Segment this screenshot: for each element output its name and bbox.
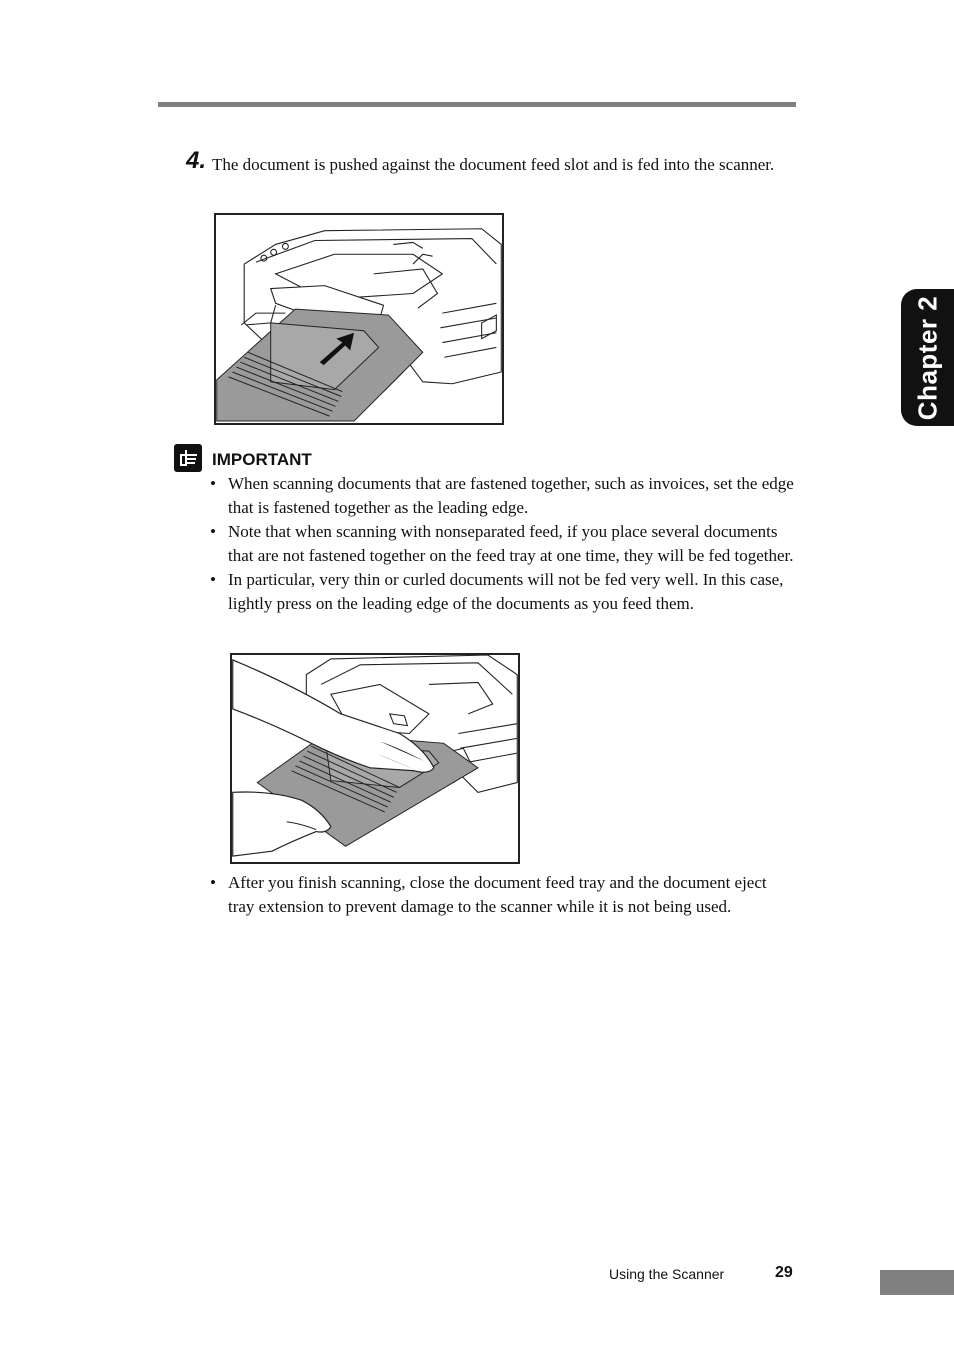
chapter-label: Chapter 2 (912, 295, 942, 420)
bullet-mark: • (210, 474, 216, 493)
page-number: 29 (775, 1264, 793, 1281)
bullet-text: When scanning documents that are fastened together, such as invoices, set the edge that is fastened together as the leading edge. (228, 474, 794, 517)
footer-bar (880, 1270, 954, 1295)
after-list (210, 871, 794, 919)
list-item (210, 568, 794, 616)
list-item (210, 472, 794, 520)
list-item (210, 520, 794, 568)
bullet-text: After you finish scanning, close the document feed tray and the document eject tray extension to prevent damage to the scanner while it is not being used. (228, 873, 767, 916)
step-text: The document is pushed against the document feed slot and is fed into the scanner. (212, 155, 775, 174)
step-number: 4. (186, 147, 207, 174)
figure-pressing-leading-edge (230, 653, 520, 864)
bullet-mark: • (210, 570, 216, 589)
bullet-mark: • (210, 522, 216, 541)
hands-feeding-illustration (232, 655, 518, 862)
list-item (210, 871, 794, 919)
important-heading: IMPORTANT (212, 450, 312, 469)
bullet-text: Note that when scanning with nonseparated feed, if you place several documents that are not fastened together on the feed tray at one time, they will be fed together. (228, 522, 794, 565)
bullet-text: In particular, very thin or curled documents will not be fed very well. In this case, lightly press on the leading edge of the documents as you feed them. (228, 570, 784, 613)
chapter-side-tab (901, 289, 954, 426)
pointing-hand-icon (174, 444, 202, 472)
header-rule (158, 102, 796, 107)
scanner-feed-illustration (216, 215, 502, 423)
footer-section-title: Using the Scanner (609, 1266, 725, 1282)
important-list (210, 472, 794, 616)
figure-document-feeding (214, 213, 504, 425)
bullet-mark: • (210, 873, 216, 892)
